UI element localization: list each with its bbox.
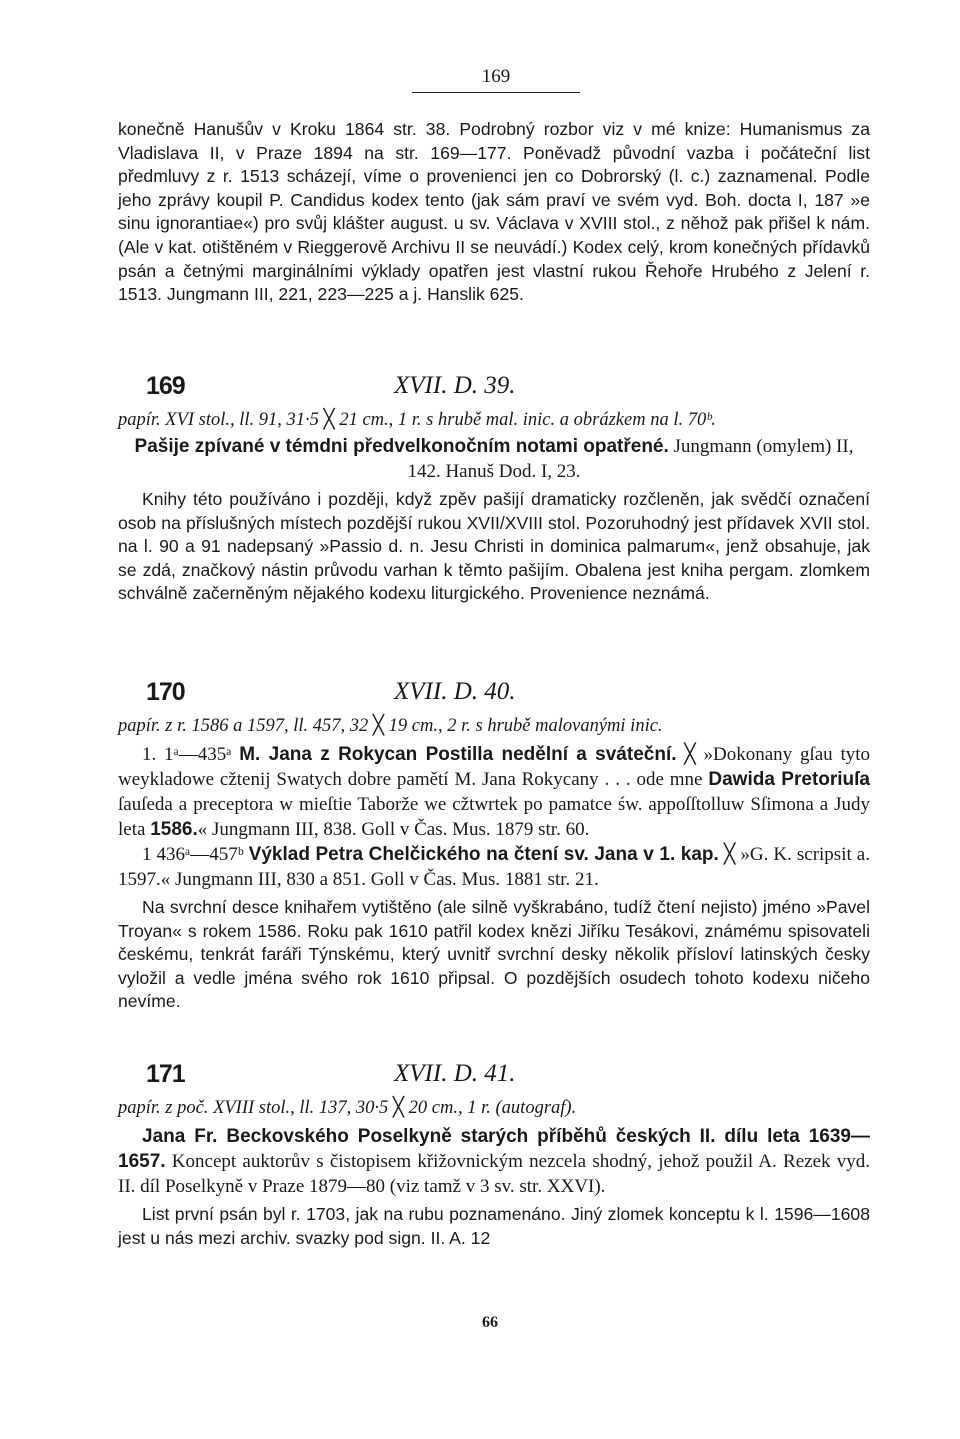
entry-heading [118,372,870,408]
entry-item-1 [118,742,870,842]
entry-171 [118,1060,870,1250]
entry-signature: XVII. D. 39. [394,372,516,399]
item-year: 1586. [150,819,198,840]
item-title: M. Jana z Rokycan Postilla nedělní a sváteční. [239,744,677,765]
item-text: ſauſeda a preceptora w mieſtie Taborže we cžtwrtek po pamatce św. appoſſtolluw Sſimona a Judy leta [118,794,870,840]
entry-body: List první psán byl r. 1703, jak na rubu poznamenáno. Jiný zlomek konceptu k l. 1596—1608 jest u nás mezi archiv. svazky pod sign. II. A. 12 [118,1204,870,1248]
item-title: Výklad Petra Chelčického na čtení sv. Jana v 1. kap. [248,844,719,865]
item-folio: 1 436ᵃ—457ᵇ [142,844,249,865]
entry-title-rest: Koncept auktorův s čistopisem křižovnickým nezcela shodný, jehož použil A. Rezek vyd. II. díl Poselkyně v Praze 1879—80 (viz tamž v 3 sv. str. XXVI). [118,1151,870,1197]
entry-heading [118,678,870,714]
entry-title-bold: Jana Fr. Beckovského Poselkyně starých příběhů českých II. dílu leta 1639—1657. [118,1126,870,1172]
entry-body: Knihy této používáno i později, když zpěv pašijí dramaticky rozčleněn, jak svědčí označení osob na příslušných místech pozdější rukou XVII/XVIII stol. Pozoruhodný jest přídavek XVII stol. na l. 90 a 91 nadepsaný »Passio d. n. Jesu Christi in dominica palmarum«, jenž obsahuje, jak se zdá, značkový nástin průvodu varhan k těmto pašijím. Obalena jest kniha pergam. zlomkem schválně začerněným nějakého kodexu liturgického. Provenience neznámá. [118,489,870,604]
entry-body: Na svrchní desce knihařem vytištěno (ale silně vyškrabáno, tudíž čtení nejisto) jméno »Pavel Troyan« s rokem 1586. Roku pak 1610 patřil kodex knězi Jiříku Tesákovi, známému spisovateli českému, tenkrát faráři Týnskému, který uvnitř svrchní desky několik přísloví latinských česky vyložil a vedle jména svého rok 1610 připsal. O pozdějších osudech tohoto kodexu ničeho nevíme. [118,897,870,1012]
entry-description: papír. z r. 1586 a 1597, ll. 457, 32 ╳ 19 cm., 2 r. s hrubě malovanými inic. [118,716,663,736]
entry-description: papír. XVI stol., ll. 91, 31·5 ╳ 21 cm., 1 r. s hrubě mal. inic. a obrázkem na l. 70ᵇ. [118,410,716,430]
entry-title-rest: Jungmann (omylem) II, 142. Hanuš Dod. I, 23. [407,436,854,482]
entry-title-bold: Pašije zpívané v témdni předvelkonočním notami opatřené. [134,436,669,457]
entry-169 [118,372,870,606]
entry-number: 170 [146,678,185,706]
entry-signature: XVII. D. 40. [394,678,516,705]
item-name: Dawida Pretoriuſa [708,769,870,790]
entry-title [118,434,870,484]
entry-item-2 [118,842,870,892]
intro-paragraph [118,118,870,307]
page-number-bottom: 66 [482,1314,498,1331]
item-text: « Jungmann III, 838. Goll v Čas. Mus. 1879 str. 60. [197,819,590,840]
entry-title [118,1124,870,1199]
entry-signature: XVII. D. 41. [394,1060,516,1087]
item-folio: 1. 1ᵃ—435ᵃ [142,744,240,765]
entry-number: 169 [146,372,185,400]
item-text: ╳ »G. K. scripsit a. 1597.« Jungmann III, 830 a 851. Goll v Čas. Mus. 1881 str. 21. [118,844,870,890]
entry-description: papír. z poč. XVIII stol., ll. 137, 30·5 ╳ 20 cm., 1 r. (autograf). [118,1098,577,1118]
entry-heading [118,1060,870,1096]
entry-170 [118,678,870,1014]
page-number-top: 169 [412,66,580,93]
item-text: ╳ »Dokonany gſau tyto weykladowe cžtenij Swatych dobre pamětí M. Jana Rokycany . . . ode mne [118,744,870,790]
intro-text: konečně Hanušův v Kroku 1864 str. 38. Podrobný rozbor viz v mé knize: Humanismus za Vladislava II, v Praze 1894 na str. 169—177. Poněvadž původní vazba i počáteční list předmluvy z r. 1513 scházejí, víme o provenienci jen co Dobrorský (l. c.) zaznamenal. Podle jeho zprávy koupil P. Candidus kodex tento (jak sám praví ve svém vyd. Boh. docta I, 187 »e sinu ignorantiae«) pro svůj klášter august. u sv. Václava v XVIII stol., z něhož pak přišel k nám. (Ale v kat. otištěném v Rieggerově Archivu II se neuvádí.) Kodex celý, krom konečných přídavků psán a četnými marginálními výklady opatřen jest vlastní rukou Řehoře Hrubého z Jelení r. 1513. Jungmann III, 221, 223—225 a j. Hanslik 625. [118,119,870,305]
entry-number: 171 [146,1060,185,1088]
